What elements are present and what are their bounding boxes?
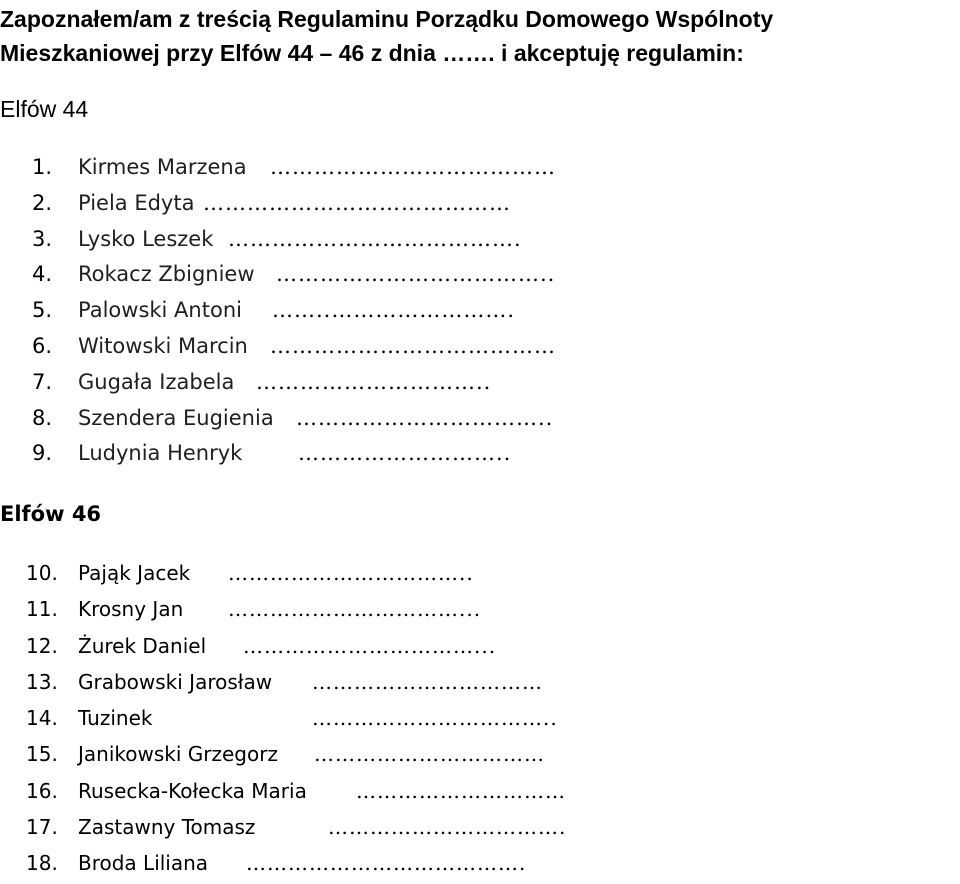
signature-dotted-line: ……..…………………….: [272, 298, 516, 323]
item-number: 4.: [32, 262, 53, 287]
item-number: 1.: [32, 155, 53, 179]
signature-dotted-line: ……………………………..: [228, 561, 474, 585]
resident-name: Tuzinek: [78, 706, 153, 731]
item-number: 8.: [32, 405, 53, 430]
resident-name: Szendera Eugienia: [78, 405, 274, 430]
signature-dotted-line: …………………………….: [328, 815, 567, 840]
item-number: 16.: [26, 778, 58, 803]
resident-name: Pająk Jacek: [78, 561, 191, 585]
heading-line-2: Mieszkaniowej przy Elfów 44 – 46 z dnia ……. i akceptuję regulamin:: [0, 40, 744, 66]
resident-name: Janikowski Grzegorz: [78, 742, 278, 767]
signature-dotted-line: ………………………..: [298, 441, 512, 466]
resident-name: Zastawny Tomasz: [78, 815, 256, 840]
resident-name: Kirmes Marzena: [78, 155, 247, 179]
section-title-elfow-44: Elfów 44: [0, 96, 89, 122]
resident-name: Krosny Jan: [78, 597, 184, 622]
resident-name: Lysko Leszek: [78, 226, 214, 251]
signature-dotted-line: ………………………………….: [228, 226, 522, 251]
item-number: 13.: [26, 669, 58, 694]
signature-dotted-line: ……………………………..: [312, 706, 558, 731]
signature-dotted-line: …………………………..: [256, 369, 492, 394]
resident-name: Broda Liliana: [78, 851, 209, 876]
item-number: 18.: [26, 851, 58, 876]
item-number: 17.: [26, 815, 58, 840]
item-number: 12.: [26, 633, 58, 658]
signature-dotted-line: …………………………………: [270, 333, 556, 358]
resident-name: Grabowski Jarosław: [78, 669, 273, 694]
signature-dotted-line: …………………………: [356, 778, 566, 803]
resident-name: Gugała Izabela: [78, 369, 235, 394]
resident-name: Witowski Marcin: [78, 333, 248, 358]
signature-dotted-line: …………………………………: [270, 155, 556, 179]
item-number: 2.: [32, 190, 53, 215]
heading-line-1: Zapoznałem/am z treścią Regulaminu Porządku Domowego Wspólnoty: [0, 6, 774, 32]
resident-name: Ludynia Henryk: [78, 441, 243, 466]
item-number: 6.: [32, 333, 53, 358]
resident-name: Żurek Daniel: [78, 633, 207, 658]
resident-name: Palowski Antoni: [78, 298, 242, 323]
resident-name: Rusecka-Kołecka Maria: [78, 778, 307, 803]
resident-name: Piela Edyta: [78, 190, 195, 215]
signature-dotted-line: ……………………………………: [203, 190, 511, 215]
item-number: 15.: [26, 742, 58, 767]
declaration-heading: [0, 2, 960, 70]
item-number: 11.: [26, 597, 58, 622]
item-number: 5.: [32, 298, 53, 323]
signature-dotted-line: ……………………………: [314, 742, 545, 767]
item-number: 7.: [32, 369, 53, 394]
section-title-elfow-46: Elfów 46: [0, 502, 102, 526]
item-number: 3.: [32, 226, 53, 251]
signature-dotted-line: ……………………………: [312, 669, 543, 694]
signature-dotted-line: ………………………………….: [246, 851, 527, 876]
item-number: 9.: [32, 441, 53, 466]
signature-dotted-line: ……………………………..: [296, 405, 554, 430]
signature-dotted-line: ………………………………..: [276, 262, 556, 287]
item-number: 14.: [26, 706, 58, 731]
resident-name: Rokacz Zbigniew: [78, 262, 255, 287]
item-number: 10.: [26, 561, 58, 585]
signature-dotted-line: ……………………………...: [243, 633, 497, 658]
signature-dotted-line: ……………………………...: [228, 597, 482, 622]
